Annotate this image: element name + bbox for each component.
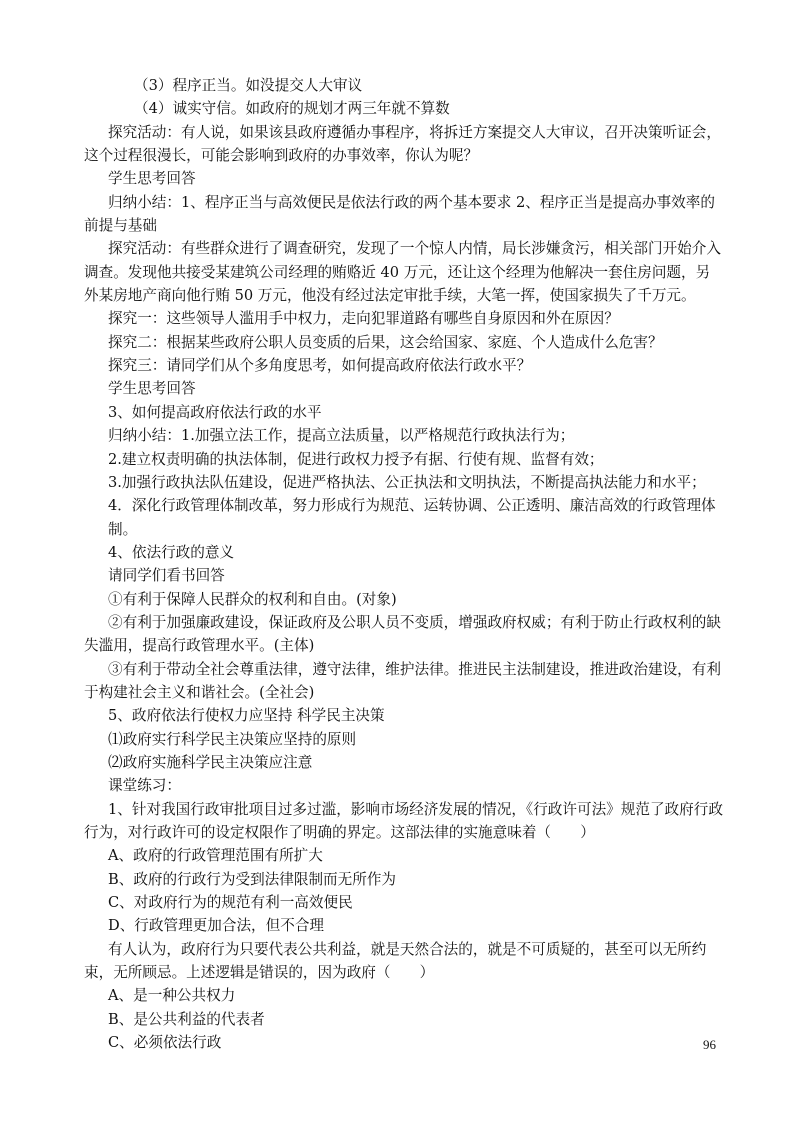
text-line: ⑵政府实施科学民主决策应注意 (108, 753, 313, 771)
section-heading: 5、政府依法行使权力应坚持 科学民主决策 (108, 707, 385, 725)
text-line: （3）程序正当。如没提交人大审议 (134, 77, 363, 94)
text-line: （4）诚实守信。如政府的规划才两三年就不算数 (134, 100, 450, 118)
text-line: 4．深化行政管理体制改革，努力形成行为规范、运转协调、公正透明、廉洁高效的行政管理体制。 (108, 497, 716, 538)
paragraph: 探究活动：有人说，如果该县政府遵循办事程序，将拆迁方案提交人大审议，召开决策听证会，这个过程很漫长，可能会影响到政府的办事效率，你认为呢？ (84, 123, 721, 165)
answer-option: C、必须依法行政 (108, 1034, 222, 1052)
document-body (84, 74, 724, 1054)
text-line: 归纳小结：1.加强立法工作，提高立法质量，以严格规范行政执法行为； (108, 427, 575, 445)
text-line: 2.建立权责明确的执法体制，促进行政权力授予有据、行使有规、监督有效； (108, 450, 604, 468)
text-line: 探究二：根据某些政府公职人员变质的后果，这会给国家、家庭、个人造成什么危害？ (108, 333, 663, 351)
page-number: 96 (703, 1037, 716, 1052)
answer-option: D、行政管理更加合法，但不合理 (108, 917, 325, 935)
section-heading: 4、依法行政的意义 (108, 543, 235, 561)
section-heading: 3、如何提高政府依法行政的水平 (108, 403, 322, 421)
text-line: 学生思考回答 (108, 380, 196, 398)
text-line: ⑴政府实行科学民主决策应坚持的原则 (108, 730, 357, 748)
paragraph: ②有利于加强廉政建设，保证政府及公职人员不变质，增强政府权威；有利于防止行政权利的缺失滥用，提高行政管理水平。(主体) (84, 613, 721, 655)
text-line: 学生思考回答 (108, 170, 196, 188)
text-line: 请同学们看书回答 (108, 567, 225, 585)
question: 1、针对我国行政审批项目过多过滥，影响市场经济发展的情况，《行政许可法》规范了政府行政行为，对行政许可的设定权限作了明确的界定。这部法律的实施意味着（ ） (84, 800, 723, 841)
text-line: 探究三：请同学们从个多角度思考，如何提高政府依法行政水平？ (108, 357, 532, 375)
answer-option: C、对政府行为的规范有利一高效便民 (108, 894, 353, 912)
answer-option: A、是一种公共权力 (108, 987, 236, 1005)
text-line: 探究一：这些领导人滥用手中权力，走向犯罪道路有哪些自身原因和外在原因？ (108, 310, 619, 328)
text-line: ①有利于保障人民群众的权利和自由。(对象) (108, 590, 397, 608)
answer-option: B、是公共利益的代表者 (108, 1010, 265, 1028)
question: 有人认为，政府行为只要代表公共利益，就是天然合法的，就是不可质疑的，甚至可以无所约束，无所顾忌。上述逻辑是错误的，因为政府（ ） (84, 940, 707, 982)
text-line: 3.加强行政执法队伍建设，促进严格执法、公正执法和文明执法，不断提高执法能力和水平； (108, 473, 706, 491)
answer-option: B、政府的行政行为受到法律限制而无所作为 (108, 870, 397, 888)
answer-option: A、政府的行政管理范围有所扩大 (108, 847, 323, 865)
paragraph: ③有利于带动全社会尊重法律，遵守法律，维护法律。推进民主法制建设，推进政治建设，有利于构建社会主义和谐社会。(全社会) (84, 660, 721, 701)
text-line: 课堂练习： (108, 777, 181, 795)
paragraph: 归纳小结：1、程序正当与高效便民是依法行政的两个基本要求 2、程序正当是提高办事效率的前提与基础 (84, 193, 715, 235)
paragraph: 探究活动：有些群众进行了调查研究，发现了一个惊人内情，局长涉嫌贪污，相关部门开始介入调查。发现他共接受某建筑公司经理的贿赂近 40 万元，还让这个经理为他解决一套住房问题，另外某房地产商向他行贿 50 万元，他没有经过法定审批手续，大笔一挥，使国家损失了千万元。 (84, 240, 721, 305)
